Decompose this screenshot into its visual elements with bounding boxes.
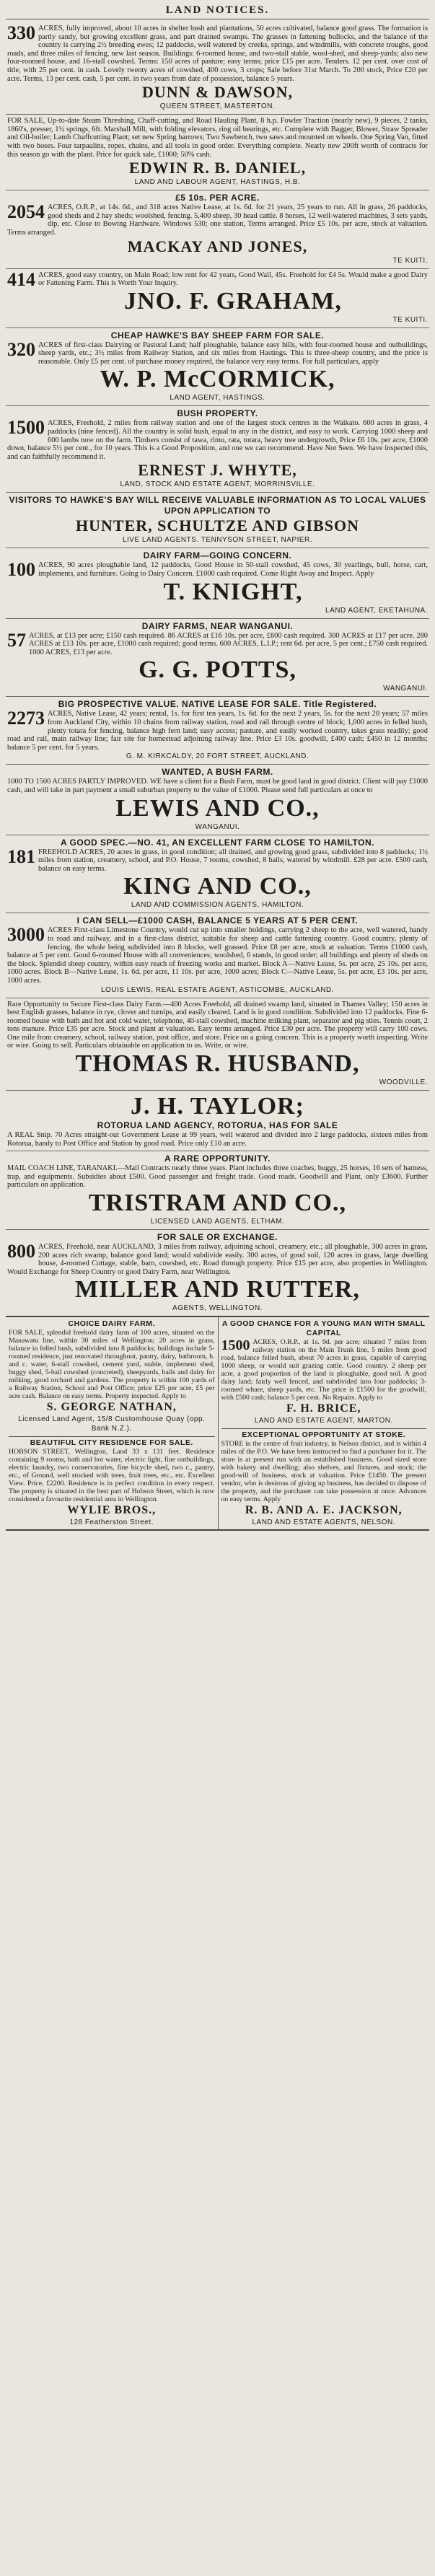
ad-title: DAIRY FARMS, NEAR WANGANUI. <box>141 620 294 631</box>
advertiser-name: EDWIN R. B. DANIEL, <box>128 159 307 177</box>
advertiser-address: QUEEN STREET, MASTERTON. <box>159 102 276 111</box>
advertiser-address: Licensed Land Agent, 15/8 Customhouse Quay (opp. Bank N.Z.). <box>18 1415 206 1433</box>
ad-body <box>221 1338 427 1402</box>
ad-text: ACRES First-class Limestone Country, would cut up into smaller holdings, carrying 2 sheep to the acre, well watered, handy to road and railway, and in a first-class district, suitable for sheep and cattle fattening country. Good country, plenty of fencing, the whole being subdivided into 8 blocks, well grassed. Price £8 per acre, stock at valuation. Terms £1000 cash, balance at 5 per cent. Good 6-roomed House with all conveniences; woolshed, 6 stands, in good order; all buildings and plenty of sheds on the block. Splendid sheep country, within easy reach of freezing works and market. Block A—Native Lease, 5s. per acre, 25 10s. per acre, 1000 acres. Block B—Native Lease, 1s. 6d. per acre, 11 10s. per acre, 1000 acres; Block C—Native Lease, 5s. per acre, £3 10s. per acre, 1000 acres. <box>7 926 428 985</box>
right-column <box>218 1317 430 1529</box>
ad-text: FOR SALE, Up-to-date Steam Threshing, Chaff-cutting, and Road Hauling Plant, 8 h.p. Fowler Traction (nearly new), 9 pieces, 2 tanks, 1860's, presser, 1½ springs, 6ft. Marshall Mill, with folding elevators, ring oil bearings, etc. Complete with Bagger, Blower, Straw Spreader and Oil-boiler; Lamb Chaffcutting Plant; set new Spring harrows; Two Sawbench, two saws and mounted on wheels. One Spring Van, fitted with two hoses. Four tarpaulins, ropes, chains, and all tools in good order. Everything complete. Nearly new 200ft worth of contracts for this season go with the plant. Price for quick sale, £1000; 50% cash. <box>7 117 428 159</box>
ad-title: A GOOD CHANCE FOR A YOUNG MAN WITH SMALL CAPITAL <box>221 1319 426 1338</box>
ad-text: MAIL COACH LINE, TARANAKI.—Mail Contracts nearly three years. Plant includes three coaches, buggy, 25 horses, 16 sets of harness, trap, and equipments. Subsidies about £500. Good passenger and freight trade. Good roads. Goodwill and Plant, only £3600. Further particulars on application. <box>7 1164 428 1190</box>
advertisement <box>6 269 429 328</box>
ad-body <box>7 1243 428 1276</box>
ad-body <box>7 203 428 237</box>
ad-title: EXCEPTIONAL OPPORTUNITY AT STOKE. <box>242 1430 406 1440</box>
advertiser-name: JNO. F. GRAHAM, <box>124 287 342 315</box>
ad-text: A REAL Snip. 70 Acres straight-out Government Lease at 99 years, well watered and divided into 2 large paddocks, sixteen miles from Rotorua, handy to Post Office and Station by good road. Price only £10 an acre. <box>7 1131 428 1148</box>
advertiser-address: LAND AND ESTATE AGENT, MARTON. <box>254 1417 393 1425</box>
ad-title: I CAN SELL—£1000 CASH, BALANCE 5 YEARS AT 5 PER CENT. <box>76 915 359 926</box>
advertiser-name: S. GEORGE NATHAN, <box>46 1401 177 1414</box>
advertiser-name: KING AND CO., <box>123 873 312 900</box>
ad-body <box>7 559 428 581</box>
ad-title: DAIRY FARM—GOING CONCERN. <box>143 550 292 561</box>
ad-body <box>7 268 428 290</box>
acreage: 2054 <box>7 201 45 223</box>
ad-title: CHEAP HAWKE'S BAY SHEEP FARM FOR SALE. <box>110 330 325 340</box>
ad-text: ACRES, O.R.P., at 14s. 6d., and 318 acres Native Lease, at 1s. 6d. for 21 years, 25 years to run. All in grass, 26 paddocks, good sheds and 2 hay sheds; woolshed, fencing. 5,400 sheep, 30 head cattle. 8 horses, 12 well-watered machines, 3 sets yards, dip, etc. Close to Bowing Hardware. Windows 530; one station, Terms arranged. Price £5 10s. per acre, stock at valuation. Terms arranged. <box>7 203 428 237</box>
advertiser-name: R. B. AND A. E. JACKSON, <box>245 1504 403 1517</box>
acreage: 800 <box>7 1241 35 1262</box>
ad-text: ACRES, fully improved, about 10 acres in shelter bush and plantations, 50 acres cultivated, balance good grass. The formation is partly sandy, but growing excellent grass, and part drained swamps. The grasses in fattening bullocks, and the balance of the country is carrying 2½ breeding ewes; 12 paddocks, well watered by creeks, springs, and windmills, with concrete troughs, good roads, and three miles of fencing, new last season. Buildings: 6-roomed house, and two-stall stable, wool-shed, and sheep-yards; also new four-roomed house, and 16-stall cowshed. Terms: 150 acres of pasture; easy terms; price £15 per acre. Tenders. 12 per cent. over cost of title, with 25 per cent. in cash. Lovely twenty acres of cowshed, 400 cows, 3 crops; Sale before 31st March. To 200 stock, Price £20 per acre. Terms, 13 per cent. cash, 5 per cent. in two years from date of possession, balance 5 years. <box>7 25 428 83</box>
advertisement <box>6 697 429 765</box>
advertisement <box>6 619 429 698</box>
advertiser-name: HUNTER, SCHULTZE AND GIBSON <box>76 516 359 535</box>
advertiser-address: AGENTS, WELLINGTON. <box>172 1304 263 1313</box>
page <box>6 0 429 1531</box>
acreage: 2273 <box>7 708 45 729</box>
ad-text: ACRES, Freehold, near AUCKLAND, 3 miles from railway, adjoining school, creamery, etc.; all ploughable, 300 acres in grass, 200 acres rich swamp, balance good land; would subdivide easily. 300 acres, of good soil, 120 acres in grass, large dwelling house, 4-roomed Cottage, stable, barn, cowshed, etc. Road through property. Price £15 per acre, also properties in Wellington. Would Exchange for Sheep Country or good Dairy Farm, near Wellington. <box>7 1243 428 1276</box>
acreage: 100 <box>7 559 35 581</box>
advertiser-address: 128 Featherston Street. <box>69 1518 154 1527</box>
ad-title: CHOICE DAIRY FARM. <box>68 1319 155 1329</box>
advertiser-address: LAND AND COMMISSION AGENTS, HAMILTON. <box>131 901 304 910</box>
ad-title: £5 10s. PER ACRE. <box>175 193 260 203</box>
advertiser-name: F. H. BRICE, <box>286 1402 361 1415</box>
left-column <box>6 1317 218 1529</box>
ad-title: A GOOD SPEC.—NO. 41, AN EXCELLENT FARM CLOSE TO HAMILTON. <box>61 837 374 848</box>
advertiser-name: J. H. TAYLOR; <box>131 1093 304 1120</box>
advertiser-address: LAND AGENT, EKETAHUNA. <box>325 606 428 615</box>
advertiser-address: G. M. KIRKCALDY, 20 FORT STREET, AUCKLAND. <box>126 752 309 761</box>
acreage: 330 <box>7 22 35 43</box>
advertiser-name: DUNN & DAWSON, <box>142 83 293 102</box>
advertiser-address: WANGANUI. <box>195 822 240 831</box>
advertiser-address: LAND, STOCK AND ESTATE AGENT, MORRINSVILLE. <box>120 480 315 489</box>
advertiser-address: WANGANUI. <box>383 685 428 693</box>
advertisement <box>6 1151 429 1230</box>
ad-text: 1000 TO 1500 ACRES PARTLY IMPROVED. WE have a client for a Bush Farm, must be good land in good district. Client will pay £1000 cash, and will take in part payment a small suburban property to the value of £1000. Please send full particulars at once to <box>7 778 428 794</box>
advertisement <box>6 22 429 115</box>
advertisement <box>6 913 429 998</box>
ad-text: FOR SALE, splendid freehold dairy farm of 100 acres, situated on the Manawatu line, within 30 miles of Wellington; 20 acres in grass, balance in felled bush, subdivided into 8 paddocks; buildings include 5-roomed residence, just renovated throughout, pantry, dairy, bathroom, h. and c. water, 6-stall cowshed, cement yard, stable, implement shed, buggy shed, 5-bail cowshed (concreted), sheepyards, bails and dairy for milking, good orchard and gardens. The property is within 100 yards of a Railway Station, School and Post Office; price £25 per acre, £5 per acre cash. Balance on easy terms. Property inspected. Apply to <box>9 1329 215 1401</box>
acreage: 414 <box>7 268 35 290</box>
advertisement <box>6 328 429 407</box>
advertiser-name: W. P. McCORMICK, <box>100 366 335 393</box>
ad-body <box>7 710 428 752</box>
ad-title: BEAUTIFUL CITY RESIDENCE FOR SALE. <box>30 1438 193 1448</box>
advertisement <box>6 765 429 835</box>
ad-title: WANTED, A BUSH FARM. <box>162 767 273 778</box>
acreage: 57 <box>7 629 26 651</box>
ad-text: ACRES of first-class Dairying or Pastoral Land; half ploughable, balance easy hills, with four-roomed house and outbuildings, sheep yards, etc.; 3½ miles from Railway Station, and six miles from Hastings. This is three-sheep country, and the price is reasonable. Only £5 per cent. of purchase money required, the balance very easy terms. For full particulars, apply <box>38 340 428 366</box>
advertisement <box>6 493 429 548</box>
advertiser-name: MACKAY AND JONES, <box>127 237 308 255</box>
advertiser-name: TRISTRAM AND CO., <box>88 1190 347 1217</box>
advertiser-name: LEWIS AND CO., <box>115 794 320 822</box>
advertiser-address: LIVE LAND AGENTS. TENNYSON STREET, NAPIER. <box>122 536 313 545</box>
ad-text: ACRES, O.R.P., at 1s. 9d. per acre; situated 7 miles from railway station on the Main Trunk line, 5 miles from good road, balance felled bush, about 70 acres in grass, capable of carrying 1000 sheep, or would suit grazing cattle. Good country. 2 sheep per acre, a good proportion of the land is ploughable, good soil. A good dairy land; fairly well fenced, and subdivided into four paddocks; 3-roomed whare, sheep yards, etc. The price is £1500 for the goodwill, with £500 cash; balance 5 per cent. No Repairs. Apply to <box>221 1338 426 1402</box>
ad-text: FREEHOLD ACRES, 20 acres in grass, in good condition; all drained, and growing good grass, subdivided into 8 paddocks; 1½ miles from station, creamery, school, and P.O. House, 7 rooms, cowshed, 8 bails, watered by windmill. £28 per acre. £500 cash, balance on easy terms. <box>38 848 428 873</box>
acreage: 3000 <box>7 924 45 946</box>
advertiser-address: WOODVILLE. <box>379 1078 428 1087</box>
ad-body <box>7 845 428 874</box>
ad-text: Rare Opportunity to Secure First-class Dairy Farm.—400 Acres Freehold, all drained swamp land, situated in Thames Valley; 150 acres in best English grasses, balance in rye, clover and turnips, and easily cleared. Land is in good condition. Subdivided into 12 paddocks. Fine 6-roomed house with bath and hot and cold water, telephone, 40-stall cowshed, machine milking plant, separator and pig sties. Tennis court, 2 tons manure. Price £35 per acre. Stock and plant at valuation. Easy terms arranged. Price £30 per acre. The property will carry 100 cows. One mile from creamery, school, railway station, post office, and store. Price on a going concern. This is a property worth inspecting. Write or wire. Going to sell. Particulars obtainable on application to us. Write, or wire. <box>7 1000 428 1050</box>
ad-text: VISITORS TO HAWKE'S BAY WILL RECEIVE VALUABLE INFORMATION AS TO LOCAL VALUES UPON APPLICATION TO <box>9 495 426 516</box>
advertiser-address: TE KUITI. <box>392 315 428 324</box>
acreage: 181 <box>7 845 35 867</box>
acreage: 1500 <box>7 417 45 439</box>
section-header: LAND NOTICES. <box>6 4 429 19</box>
two-column-section <box>6 1317 429 1531</box>
advertiser-name: ERNEST J. WHYTE, <box>138 461 297 480</box>
advertiser-address: TE KUITI. <box>392 256 428 265</box>
advertiser-name: G. G. POTTS, <box>139 656 296 684</box>
ad-title: BUSH PROPERTY. <box>177 408 258 419</box>
advertisement <box>6 190 429 268</box>
ad-text: HOBSON STREET, Wellington, Land 33 x 131 feet. Residence containing 9 rooms, bath and hot water, electric light, fine outbuildings, electric laundry, two conservatories, fine bicycle shed, two c., pantry, etc., of Ground, well stocked with trees, fruit trees, etc., etc. Excellent View. Price, £2200. Residence is in perfect condition in every respect. The property is situated in the best part of Hobson Street, which is now considered a favourite residential area in Wellington. <box>9 1448 215 1504</box>
acreage: 320 <box>7 338 35 360</box>
advertisement <box>6 998 429 1091</box>
ad-title: BIG PROSPECTIVE VALUE. NATIVE LEASE FOR SALE. Title Registered. <box>58 699 377 710</box>
ad-text: ACRES, Native Lease, 42 years; rental, 1s. for first ten years, 1s. 6d. for the next 2 years, 5s. for the next 20 years; 57 miles from Auckland City, within 10 chains from railway station, road and rail through centre of block; 1,000 acres in felled bush, plenty totara for fencing, balance high fern land; easy access; pasture, and easily worked country, takes grass readily; good road and rail, main railway line; fair site for homestead adjoining railway line. Price £3 10s. goodwill, £400 cash; £450 in 12 months; balance 5 per cent. for 5 years. <box>7 710 428 752</box>
ad-body <box>7 926 428 985</box>
ad-body <box>7 338 428 366</box>
ad-title: FOR SALE OR EXCHANGE. <box>157 1232 278 1243</box>
ad-body <box>7 419 428 461</box>
advertiser-address: LAND AGENT, HASTINGS. <box>170 394 265 403</box>
advertiser-address: LOUIS LEWIS, REAL ESTATE AGENT, ASTICOMBE, AUCKLAND. <box>100 985 335 994</box>
advertisement <box>6 1230 429 1317</box>
advertiser-name: WYLIE BROS., <box>67 1504 157 1517</box>
advertiser-name: THOMAS R. HUSBAND, <box>75 1050 360 1078</box>
ad-title: ROTORUA LAND AGENCY, ROTORUA, HAS FOR SALE <box>97 1120 338 1131</box>
advertisement <box>6 115 429 190</box>
advertisement <box>6 835 429 914</box>
advertiser-address: LAND AND ESTATE AGENTS, NELSON. <box>252 1518 395 1527</box>
ad-text: ACRES, Freehold, 2 miles from railway station and one of the largest stock centres in the Waikato. 600 acres in grass, 4 paddocks (nine fenced). All the country is solid bush, equal to any in the district, and easy to work. Carrying 1000 sheep and 600 lambs now on the farm. Timbers consist of tawa, rimu, rata, totara, heavy tree undergrowth, Price £6 10s. per acre, £1000 down, balance 5½ per cent., for 10 years. This is a Good Proposition, and one we can recommend. Have Not Seen. We have inspected this, and can faithfully recommend it. <box>7 419 428 461</box>
advertiser-address: LICENSED LAND AGENTS, ELTHAM. <box>150 1218 285 1226</box>
advertiser-name: T. KNIGHT, <box>163 578 303 605</box>
advertisement <box>6 548 429 618</box>
ad-text: STORE in the centre of fruit industry, in Nelson district, and is within 4 miles of the P.O. We have been instructed to find a purchaser for it. The store is at present run with an established business. Good sized store with bakery and dwelling; also shelves, and fixtures, and stock; the good-will of business, stock at valuation. Price £1450. The present vendor, who is desirous of giving up business, has decided to dispose of the property, and the purchaser can take possession at once. Advances on easy terms. Apply <box>221 1440 426 1504</box>
ad-text: ACRES, 90 acres ploughable land, 12 paddocks, Good House in 50-stall cowshed, 45 cows, 30 yearlings, bull, horse, cart, implements, and furniture. Going to Dairy Concern. £1000 cash required. Come Right Away and Inspect. Apply <box>38 561 428 579</box>
ad-title: A RARE OPPORTUNITY. <box>164 1153 271 1164</box>
ad-body <box>7 22 428 83</box>
ad-text: ACRES, good easy country, on Main Road; low rent for 42 years, Good Wall, 45s. Freehold for £4 5s. Would make a good Dairy or Fattening Farm. This is Worth Your Inquiry. <box>38 271 428 288</box>
ad-body <box>7 629 428 657</box>
ad-text: ACRES, at £13 per acre; £150 cash required. 86 ACRES at £16 10s. per acre, £600 cash required. 300 ACRES at £17 per acre. 280 ACRES at £13 10s. per acre, £1000 cash required; good terms. 600 ACRES, L.I.P.; rent 6d. per acre, 5 per cent.; £750 cash required. 1000 ACRES, £13 per acre. <box>29 631 428 656</box>
advertisement <box>6 406 429 493</box>
acreage: 1500 <box>221 1337 250 1354</box>
advertiser-address: LAND AND LABOUR AGENT, HASTINGS, H.B. <box>134 178 301 187</box>
advertisement <box>6 1091 429 1151</box>
advertiser-name: MILLER AND RUTTER, <box>75 1276 360 1304</box>
